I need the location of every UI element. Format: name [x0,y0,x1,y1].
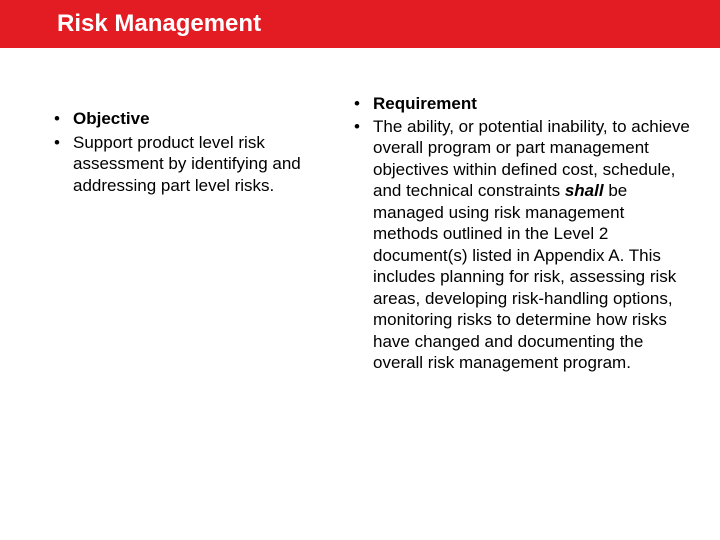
requirement-body [373,117,690,373]
requirement-body-part1: The ability, or potential inability, to achieve overall program or part management objectives within defined cost, schedule, and technical constraints [373,116,690,200]
right-column [352,93,692,374]
objective-detail-bullet [52,132,312,197]
title-bar [0,0,720,48]
requirement-body-part2: be managed using risk management methods outlined in the Level 2 document(s) listed in Appendix A. This includes planning for risk, assessing risk areas, developing risk-handling options, monitoring risks to determine how risks have changed and documenting the overall risk management program. [373,181,677,372]
bullet-icon: • [54,132,60,152]
requirement-detail-bullet [352,116,692,374]
objective-heading: Objective [73,109,150,128]
requirement-shall-emphasis: shall [564,181,604,200]
left-column [52,108,312,196]
bullet-icon: • [54,109,60,128]
objective-bullet [52,108,312,130]
requirement-heading: Requirement [373,94,477,113]
bullet-icon: • [354,116,360,136]
slide-title: Risk Management [57,10,262,37]
objective-body: Support product level risk assessment by identifying and addressing part level risks. [73,132,301,195]
requirement-bullet [352,93,692,115]
bullet-icon: • [354,94,360,113]
